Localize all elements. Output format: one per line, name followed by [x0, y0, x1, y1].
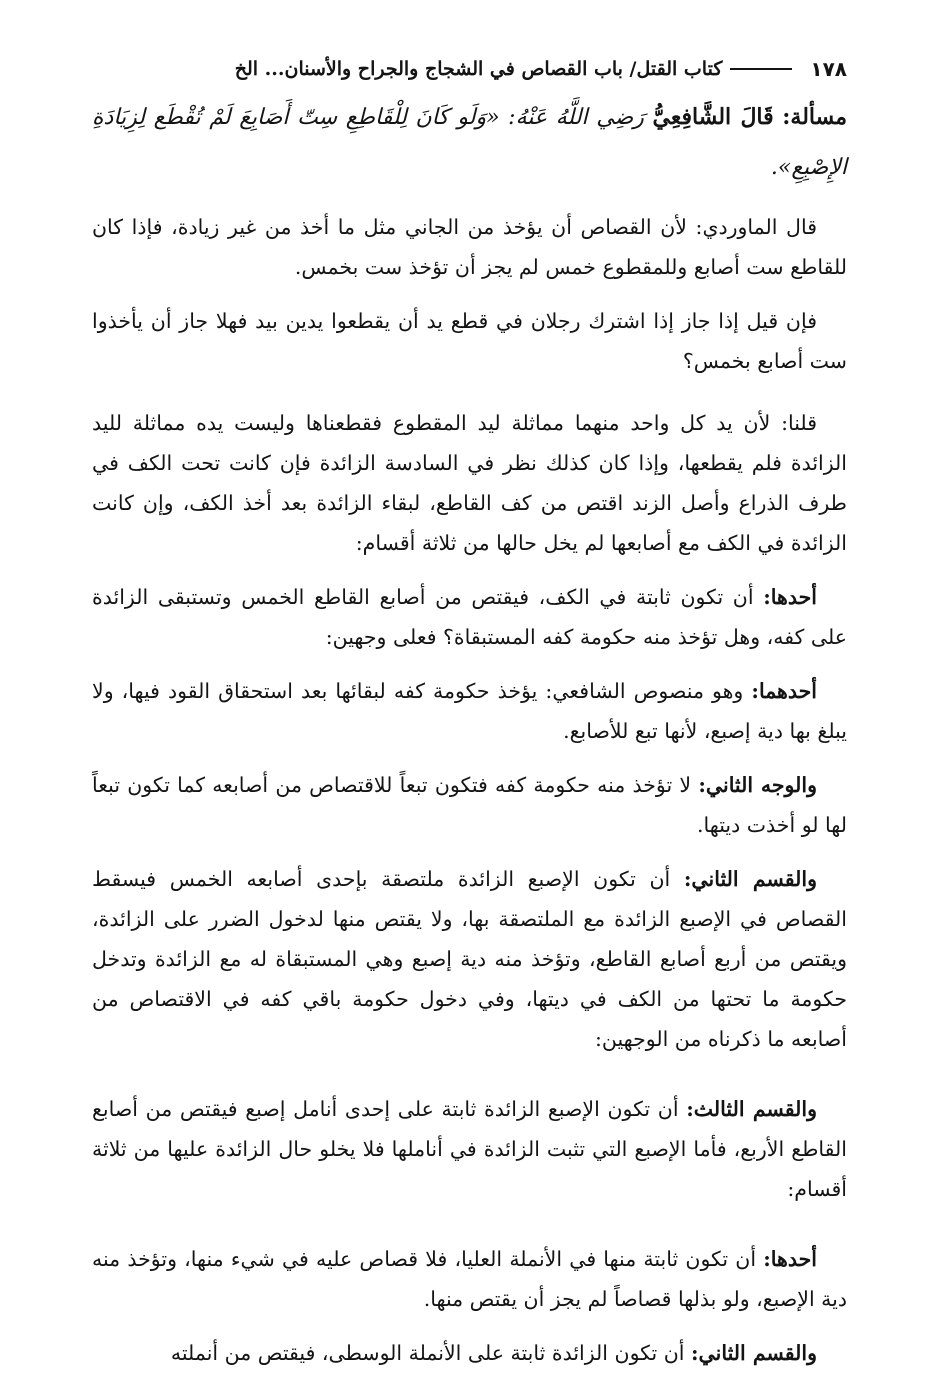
paragraph-lead: والوجه الثاني: — [698, 773, 817, 797]
paragraph-text: فإن قيل إذا جاز إذا اشترك رجلان في قطع يد أن يقطعوا يدين بيد فهلا جاز أن يأخذوا ست أصابع بخمس؟ — [92, 309, 847, 373]
paragraph — [92, 403, 847, 563]
page-header — [92, 52, 847, 86]
paragraph — [92, 859, 847, 1059]
paragraph — [92, 1239, 847, 1319]
paragraph-text: قال الماوردي: لأن القصاص أن يؤخذ من الجاني مثل ما أخذ من غير زيادة، فإذا كان للقاطع ست أصابع وللمقطوع خمس لم يجز أن تؤخذ ست بخمس. — [92, 215, 847, 279]
paragraph-lead: والقسم الثاني: — [690, 1341, 817, 1365]
paragraph — [92, 1089, 847, 1209]
paragraph-text: لا تؤخذ منه حكومة كفه فتكون تبعاً للاقتصاص من أصابعه كما تكون تبعاً لها لو أخذت ديتها. — [92, 773, 847, 837]
page-number: ١٧٨ — [810, 57, 847, 81]
paragraph-text: أن تكون ثابتة في الكف، فيقتص من أصابع القاطع الخمس وتستبقى الزائدة على كفه، وهل تؤخذ منه حكومة كفه المستبقاة؟ فعلى وجهين: — [92, 585, 847, 649]
paragraph-lead: أحدها: — [763, 585, 817, 609]
header-rule — [730, 68, 792, 70]
paragraph — [92, 301, 847, 381]
paragraph-lead: والقسم الثالث: — [686, 1097, 817, 1121]
paragraph — [92, 671, 847, 751]
masala-lead: قَالَ الشَّافِعِيُّ — [652, 104, 774, 130]
paragraph-lead: أحدهما: — [751, 679, 817, 703]
paragraph-lead: والقسم الثاني: — [683, 867, 817, 891]
paragraph — [92, 577, 847, 657]
paragraph-lead: أحدها: — [763, 1247, 817, 1271]
paragraph-text: قلنا: لأن يد كل واحد منهما مماثلة ليد المقطوع فقطعناها وليست يده مماثلة لليد الزائدة فلم يقطعها، وإذا كان كذلك نظر في السادسة الزائدة فإن كانت تحت الكف في طرف الذراع وأصل الزند اقتص من كف القاطع، لبقاء الزائدة بعد أخذ الكف، وإن كانت الزائدة في الكف مع أصابعها لم يخل حالها من ثلاثة أقسام: — [92, 411, 847, 555]
paragraph — [92, 765, 847, 845]
running-head: كتاب القتل/ باب القصاص في الشجاج والجراح والأسنان... الخ — [234, 58, 723, 80]
paragraph-text: أن تكون ثابتة منها في الأنملة العليا، فلا قصاص عليه في شيء منها، وتؤخذ منه دية الإصبع، ولو بذلها قصاصاً لم يجز أن يقتص منها. — [92, 1247, 847, 1311]
paragraph-text: أن تكون الإصبع الزائدة ملتصقة بإحدى أصابعه الخمس فيسقط القصاص في الإصبع الزائدة مع الملتصقة بها، ولا يقتص منها لدخول الضرر على الزائدة، ويقتص من أربع أصابع القاطع، وتؤخذ منه دية إصبع وهي المستبقاة له مع الزائدة وتدخل حكومة ما تحتها من الكف في ديتها، وفي دخول حكومة باقي كفه في الاقتصاص من أصابعه ما ذكرناه من الوجهين: — [92, 867, 847, 1051]
paragraph — [92, 1333, 847, 1373]
paragraph-text: وهو منصوص الشافعي: يؤخذ حكومة كفه لبقائها بعد استحقاق القود فيها، ولا يبلغ بها دية إصبع، لأنها تبع للأصابع. — [92, 679, 847, 743]
paragraph-text: أن تكون الإصبع الزائدة ثابتة على إحدى أنامل إصبع فيقتص من أصابع القاطع الأربع، فأما الإصبع التي تثبت الزائدة في أناملها فلا يخلو حال الزائدة عليها من ثلاثة أقسام: — [92, 1097, 847, 1201]
paragraph-text: أن تكون الزائدة ثابتة على الأنملة الوسطى، فيقتص من أنملته — [170, 1341, 685, 1365]
masala-quote: رَضِي اللَّهُ عَنْهُ: «وَلَو كَانَ لِلْقَاطِعِ سِتّ أَصَابِعَ لَمْ تُقْطَع لِزِيَادَةِ الإِصْبِعِ». — [92, 105, 847, 180]
book-page — [92, 52, 847, 1373]
paragraph — [92, 207, 847, 287]
masala-label: مسألة: — [782, 104, 848, 130]
masala-block — [92, 92, 847, 193]
